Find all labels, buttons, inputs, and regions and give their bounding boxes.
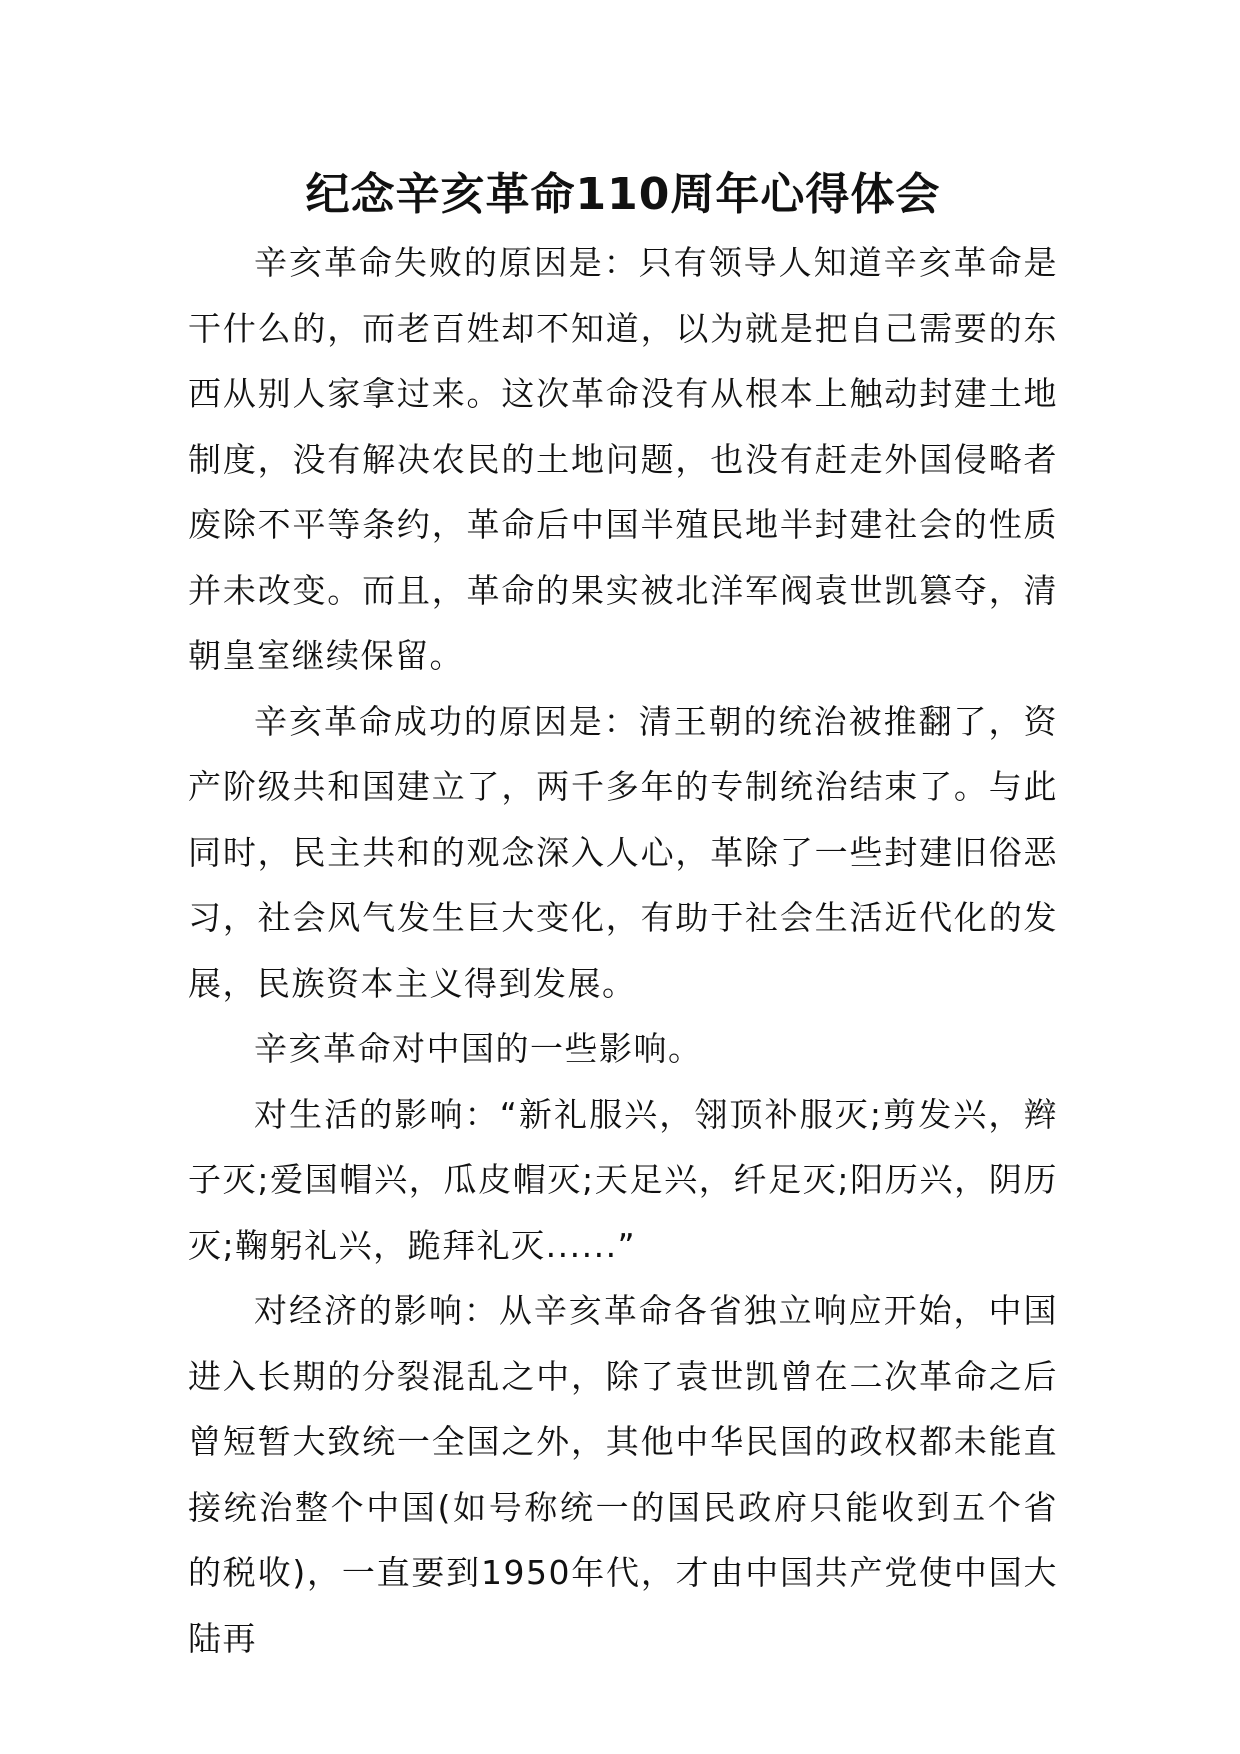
document-title: 纪念辛亥革命110周年心得体会: [305, 169, 941, 220]
paragraph-economy-influence: 对经济的影响：从辛亥革命各省独立响应开始，中国进入长期的分裂混乱之中，除了袁世凯曾在二次革命之后曾短暂大致统一全国之外，其他中华民国的政权都未能直接统治整个中国(如号称统一的国民政府只能收到五个省的税收)，一直要到1950年代，才由中国共产党使中国大陆再: [188, 1291, 1058, 1658]
paragraph-influence-intro: 辛亥革命对中国的一些影响。: [254, 1029, 703, 1068]
document-page: [188, 160, 1058, 1671]
paragraph-success-reasons: 辛亥革命成功的原因是：清王朝的统治被推翻了，资产阶级共和国建立了，两千多年的专制统治结束了。与此同时，民主共和的观念深入人心，革除了一些封建旧俗恶习，社会风气发生巨大变化，有助于社会生活近代化的发展，民族资本主义得到发展。: [188, 701, 1058, 1003]
paragraph-failure-reasons: 辛亥革命失败的原因是：只有领导人知道辛亥革命是干什么的，而老百姓却不知道，以为就是把自己需要的东西从别人家拿过来。这次革命没有从根本上触动封建土地制度，没有解决农民的土地问题，也没有赶走外国侵略者废除不平等条约，革命后中国半殖民地半封建社会的性质并未改变。而且，革命的果实被北洋军阀袁世凯篡夺，清朝皇室继续保留。: [188, 243, 1058, 675]
paragraph-life-influence: 对生活的影响：“新礼服兴，翎顶补服灭;剪发兴，辫子灭;爱国帽兴，瓜皮帽灭;天足兴，纤足灭;阳历兴，阴历灭;鞠躬礼兴，跪拜礼灭......”: [188, 1094, 1058, 1265]
